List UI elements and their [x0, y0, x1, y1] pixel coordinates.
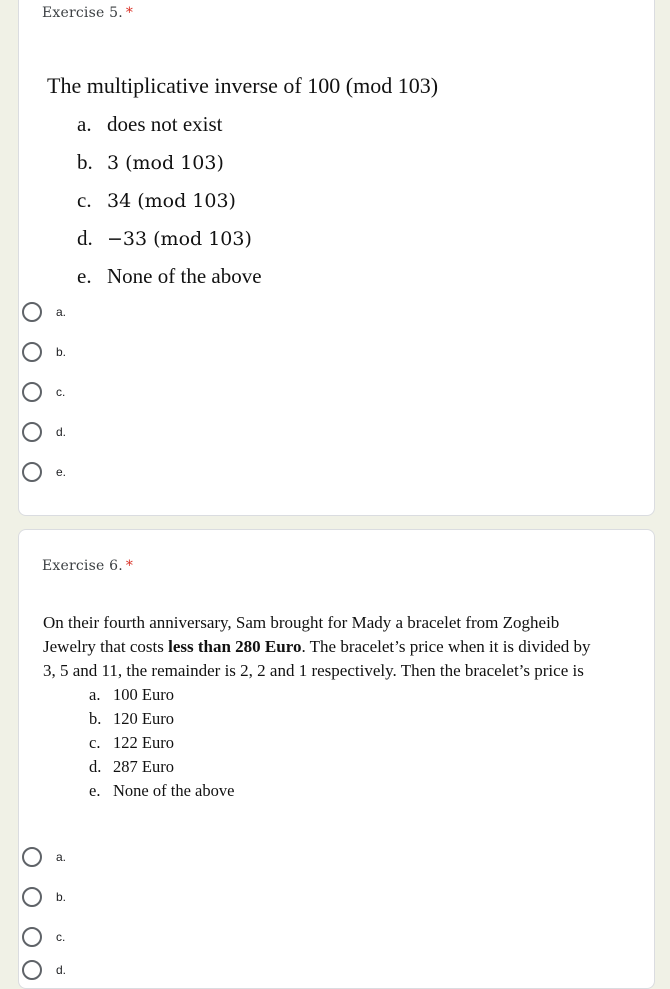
image-option-letter: a. [89, 685, 101, 704]
image-option-list [77, 111, 438, 301]
image-option-letter: e. [89, 781, 101, 800]
radio-option-a[interactable] [22, 297, 66, 327]
question-stem [43, 611, 603, 683]
question-title [42, 5, 133, 21]
image-option-text: None of the above [113, 781, 235, 800]
image-option-letter: b. [77, 150, 93, 174]
image-option-text: 100 Euro [113, 685, 174, 704]
image-option-letter: c. [89, 733, 101, 752]
radio-option-e[interactable] [22, 457, 66, 487]
required-asterisk: * [125, 558, 134, 574]
radio-button[interactable] [22, 960, 42, 980]
radio-option-a[interactable] [22, 842, 66, 872]
image-option-text: None of the above [107, 264, 262, 288]
image-option-list [89, 683, 603, 803]
image-option-text: 3 (mod 103) [107, 152, 224, 174]
radio-option-b[interactable] [22, 882, 66, 912]
radio-button[interactable] [22, 887, 42, 907]
radio-label: a. [56, 850, 67, 864]
radio-label: c. [56, 930, 66, 944]
radio-button[interactable] [22, 847, 42, 867]
radio-label: d. [56, 425, 67, 439]
question-image [47, 73, 438, 301]
image-option [89, 755, 603, 779]
image-option-text: 120 Euro [113, 709, 174, 728]
radio-label: a. [56, 305, 67, 319]
question-stem-text: . The bracelet’s price when it is divided by 3, 5 and 11, the remainder is 2, 2 and 1 respectively. Then the bracelet’s price is [43, 637, 591, 680]
image-option [89, 683, 603, 707]
required-asterisk: * [125, 5, 134, 21]
radio-option-b[interactable] [22, 337, 66, 367]
image-option-letter: d. [89, 757, 102, 776]
image-option-letter: d. [77, 226, 93, 250]
image-option [89, 731, 603, 755]
question-title [42, 558, 133, 574]
radio-button[interactable] [22, 422, 42, 442]
radio-label: d. [56, 963, 67, 977]
radio-button[interactable] [22, 382, 42, 402]
question-title-text: Exercise 5. [42, 5, 123, 21]
image-option-text: −33 (mod 103) [107, 228, 252, 250]
image-option-letter: a. [77, 112, 92, 136]
image-option-text: 122 Euro [113, 733, 174, 752]
radio-label: c. [56, 385, 66, 399]
radio-option-d[interactable] [22, 417, 66, 447]
radio-label: b. [56, 345, 67, 359]
image-option [77, 263, 438, 301]
radio-button[interactable] [22, 462, 42, 482]
radio-button[interactable] [22, 302, 42, 322]
image-option-text: 287 Euro [113, 757, 174, 776]
radio-option-d[interactable] [22, 955, 66, 985]
question-image [43, 611, 603, 803]
question-title-text: Exercise 6. [42, 558, 123, 574]
radio-label: b. [56, 890, 67, 904]
question-stem: The multiplicative inverse of 100 (mod 103) [47, 73, 439, 98]
image-option-letter: b. [89, 709, 102, 728]
image-option-text: does not exist [107, 112, 223, 136]
question-stem-bold: less than 280 Euro [168, 637, 302, 656]
image-option [89, 707, 603, 731]
image-option [77, 149, 438, 187]
image-option [77, 111, 438, 149]
image-option [77, 225, 438, 263]
image-option-text: 34 (mod 103) [107, 190, 236, 212]
radio-option-c[interactable] [22, 377, 65, 407]
radio-label: e. [56, 465, 67, 479]
image-option [77, 187, 438, 225]
radio-button[interactable] [22, 342, 42, 362]
question-stem-text: On their fourth anniversary, Sam brought for Mady a bracelet from Zogheib Jewelry that costs [43, 613, 560, 656]
radio-button[interactable] [22, 927, 42, 947]
radio-option-c[interactable] [22, 922, 65, 952]
image-option-letter: e. [77, 264, 92, 288]
image-option [89, 779, 603, 803]
image-option-letter: c. [77, 188, 92, 212]
